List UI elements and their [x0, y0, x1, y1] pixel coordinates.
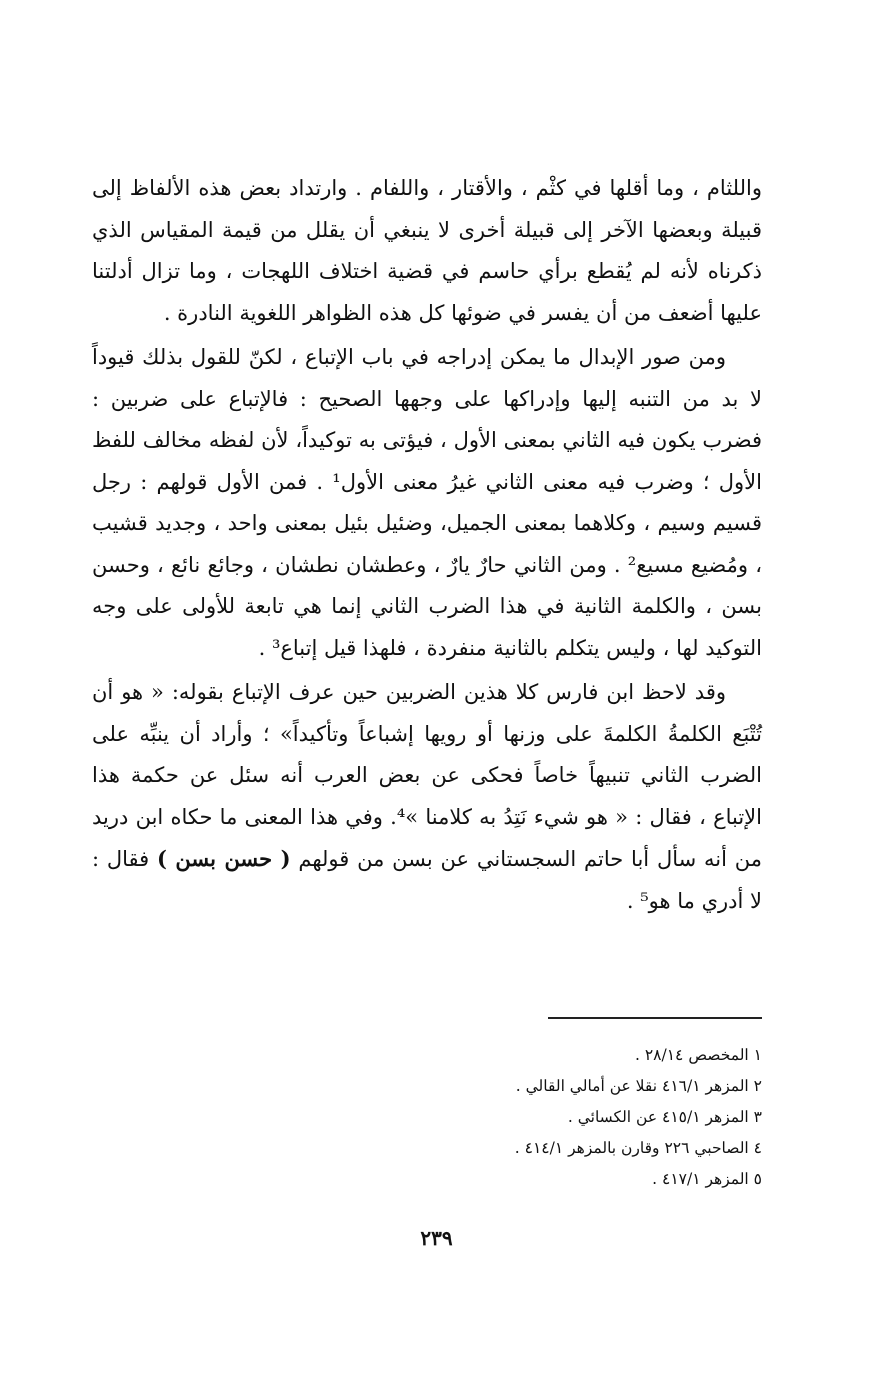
footnote-5: ٥ المزهر ٤١٧/١ .	[652, 1170, 762, 1188]
footnote-2: ٢ المزهر ٤١٦/١ نقلا عن أمالي القالي .	[515, 1077, 762, 1095]
paragraph-1: واللثام ، وما أقلها في كثْم ، والأقتار ، واللفام . وارتداد بعض هذه الألفاظ إلى قبيلة وبعضها الآخر إلى قبيلة أخرى لا ينبغي أن يقلل من قيمة المقياس الذي ذكرناه لأنه لم يُقطع برأي حاسم في قضية اختلاف اللهجات ، وما تزال أدلتنا عليها أضعف من أن يفسر في ضوئها كل هذه الظواهر اللغوية النادرة .	[92, 176, 762, 325]
paragraph-3-text: وقد لاحظ ابن فارس كلا هذين الضربين حين عرف الإتباع بقوله: « هو أن تُتْبَع الكلمةُ الكلمةَ على وزنها أو رويها إشباعاً وتأكيداً» ؛ وأراد أن ينبِّه على الضرب الثاني تنبيهاً خاصاً فحكى عن بعض العرب أنه سئل عن حكمة هذا الإتباع ، فقال : « هو شيء نَتِدُ به كلامنا »⁴. وفي هذا المعنى ما حكاه ابن دريد من أنه سأل أبا حاتم السجستاني عن بسن من قولهم	[92, 680, 762, 871]
main-text	[92, 168, 762, 922]
footnote-separator	[548, 1017, 762, 1019]
paragraph-3-end: فقال : لا أدري ما هو⁵ .	[92, 847, 762, 913]
paragraph-3	[92, 672, 762, 922]
footnote-1: ١ المخصص ٢٨/١٤ .	[635, 1046, 762, 1064]
paragraph-2: ومن صور الإبدال ما يمكن إدراجه في باب الإتباع ، لكنّ للقول بذلك قيوداً لا بد من التنبه إليها وإدراكها على وجهها الصحيح : فالإتباع على ضربين : فضرب يكون فيه الثاني بمعنى الأول ، فيؤتى به توكيداً، لأن لفظه مخالف للفظ الأول ؛ وضرب فيه معنى الثاني غيرُ معنى الأول¹ . فمن الأول قولهم : رجل قسيم وسيم ، وكلاهما بمعنى الجميل، وضئيل بئيل بمعنى واحد ، وجديد قشيب ، ومُضيع مسيع² . ومن الثاني حارٌ يارٌ ، وعطشان نطشان ، وجائع نائع ، وحسن بسن ، والكلمة الثانية في هذا الضرب الثاني إنما هي تابعة للأولى على وجه التوكيد لها ، وليس يتكلم بالثانية منفردة ، فلهذا قيل إتباع³ .	[92, 345, 763, 660]
quoted-phrase: ( حسن بسن )	[157, 846, 291, 871]
footnote-3: ٣ المزهر ٤١٥/١ عن الكسائي .	[567, 1108, 762, 1126]
footnotes	[92, 1040, 762, 1195]
footnote-4: ٤ الصاحبي ٢٢٦ وقارن بالمزهر ٤١٤/١ .	[514, 1139, 762, 1157]
page-number: ٢٣٩	[420, 1226, 453, 1250]
